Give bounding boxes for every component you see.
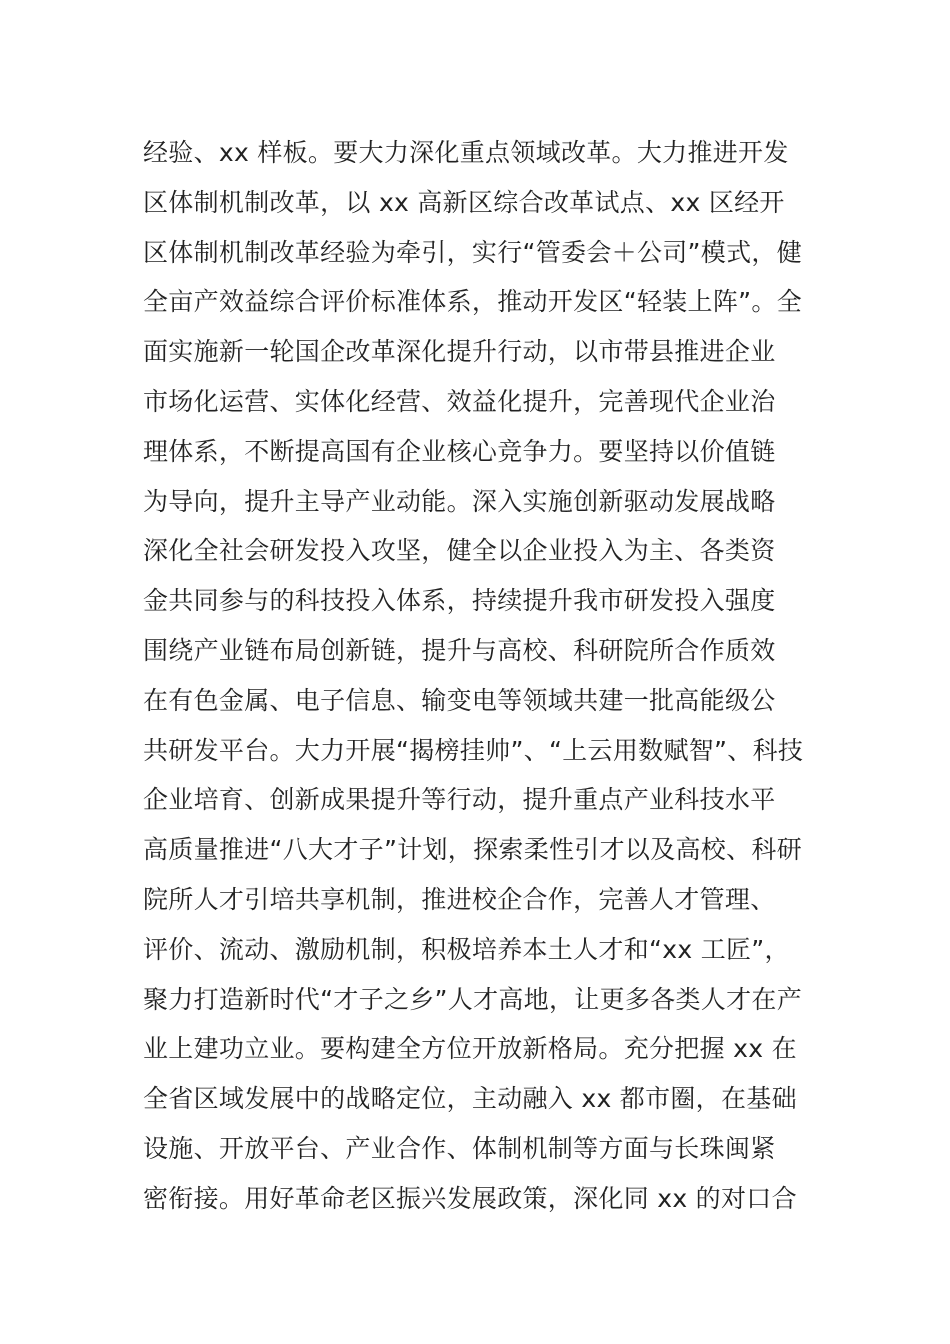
text-line: 区体制机制改革，以 xx 高新区综合改革试点、xx 区经开 — [143, 187, 785, 217]
text-line: 区体制机制改革经验为牵引，实行“管委会＋公司”模式，健 — [143, 237, 803, 267]
body-text — [143, 128, 813, 1224]
text-line: 院所人才引培共享机制，推进校企合作，完善人才管理、 — [143, 884, 776, 914]
text-line: 面实施新一轮国企改革深化提升行动，以市带县推进企业 — [143, 337, 776, 367]
text-line: 共研发平台。大力开展“揭榜挂帅”、“上云用数赋智”、科技 — [143, 735, 804, 765]
text-line: 设施、开放平台、产业合作、体制机制等方面与长珠闽紧 — [143, 1133, 776, 1163]
text-line: 市场化运营、实体化经营、效益化提升，完善现代企业治 — [143, 386, 776, 416]
text-line: 深化全社会研发投入攻坚，健全以企业投入为主、各类资 — [143, 536, 776, 566]
text-line: 评价、流动、激励机制，积极培养本土人才和“xx 工匠”， — [143, 934, 790, 964]
text-line: 企业培育、创新成果提升等行动，提升重点产业科技水平 — [143, 785, 776, 815]
text-line: 业上建功立业。要构建全方位开放新格局。充分把握 xx 在 — [143, 1034, 797, 1064]
text-line: 聚力打造新时代“才子之乡”人才高地，让更多各类人才在产 — [143, 984, 803, 1014]
text-line: 经验、xx 样板。要大力深化重点领域改革。大力推进开发 — [143, 138, 789, 167]
text-line: 为导向，提升主导产业动能。深入实施创新驱动发展战略 — [143, 486, 776, 516]
text-line: 全亩产效益综合评价标准体系，推动开发区“轻装上阵”。全 — [143, 287, 803, 317]
text-line: 在有色金属、电子信息、输变电等领域共建一批高能级公 — [143, 685, 776, 715]
text-line: 全省区域发展中的战略定位，主动融入 xx 都市圈，在基础 — [143, 1084, 797, 1114]
text-line: 围绕产业链布局创新链，提升与高校、科研院所合作质效 — [143, 635, 776, 665]
text-line: 理体系，不断提高国有企业核心竞争力。要坚持以价值链 — [143, 436, 776, 466]
text-line: 高质量推进“八大才子”计划，探索柔性引才以及高校、科研 — [143, 835, 803, 865]
text-line: 金共同参与的科技投入体系，持续提升我市研发投入强度 — [143, 586, 776, 616]
text-line: 密衔接。用好革命老区振兴发展政策，深化同 xx 的对口合 — [143, 1183, 797, 1213]
